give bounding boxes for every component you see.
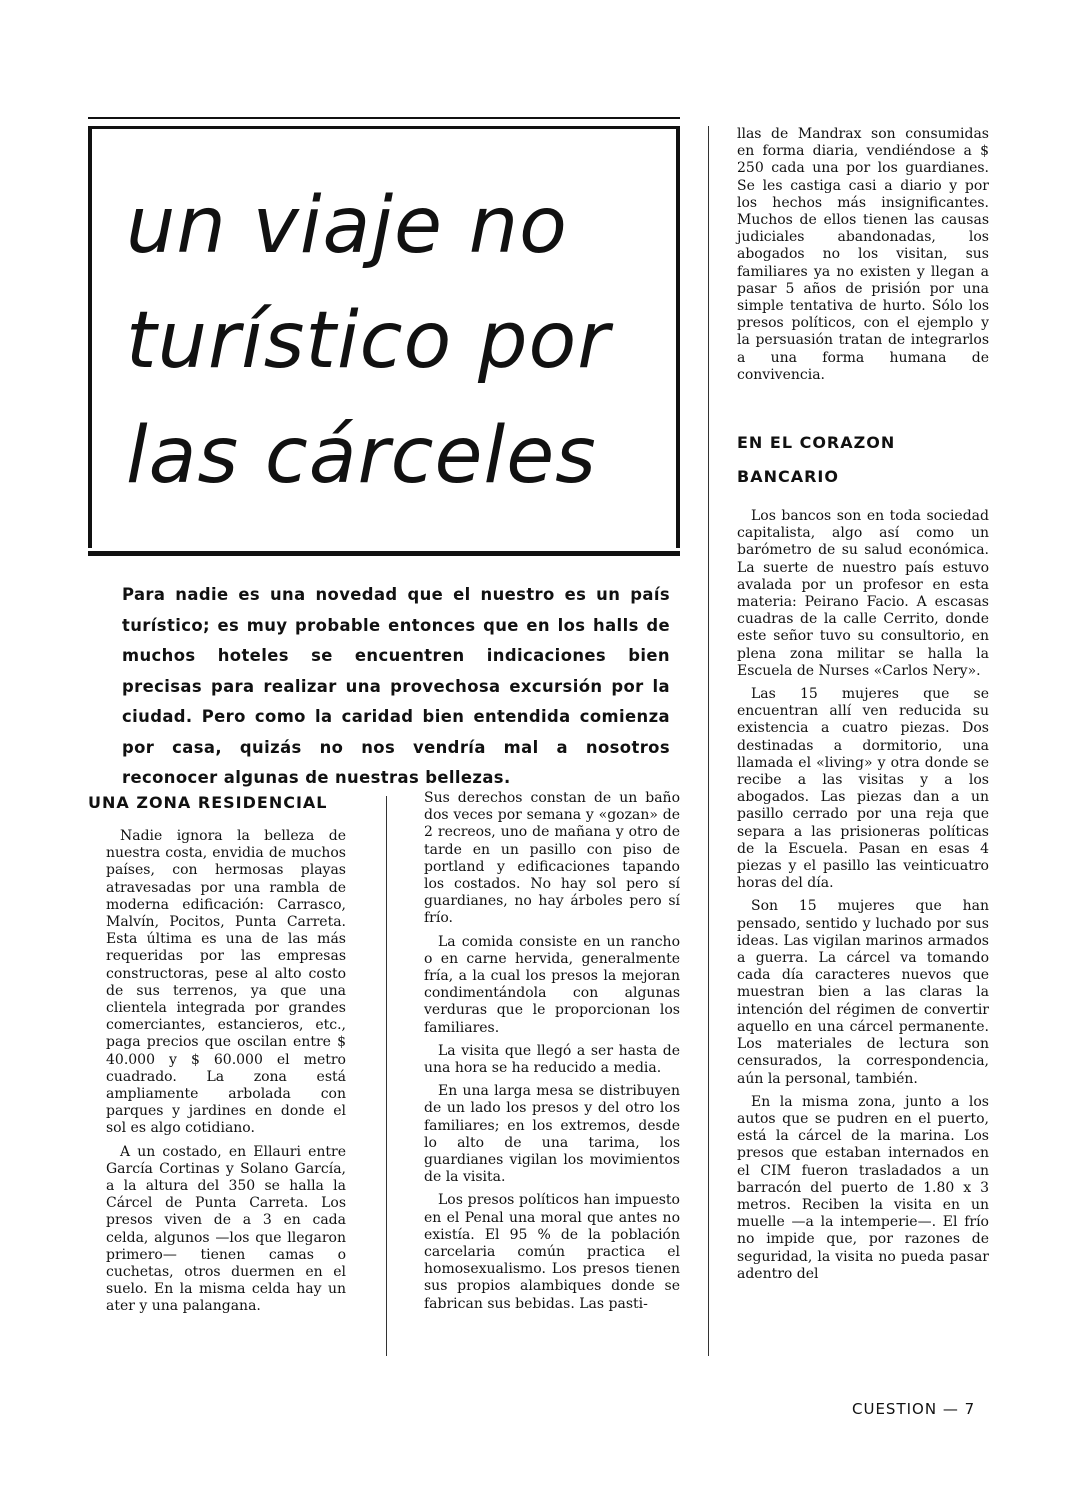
paragraph: A un costado, en Ellauri entre García Cortinas y Solano García, a la altura del 350 se halla la Cárcel de Punta Carreta. Los presos viven de a 3 en cada celda, algunos —los que llegaron primero— tienen camas o cuchetas, otros duermen en el suelo. En la misma celda hay un ater y una palangana. <box>106 1143 346 1315</box>
section-heading-line: EN EL CORAZON <box>737 433 896 452</box>
paragraph: La comida consiste en un rancho o en carne hervida, generalmente fría, a la cual los presos la mejoran condimentándola con algunas verduras que le proporcionan los familiares. <box>424 933 680 1036</box>
section-heading <box>737 426 957 494</box>
paragraph: Son 15 mujeres que han pensado, sentido y luchado por sus ideas. Las vigilan marinos armados a guerra. La cárcel va tomando cada día caracteres nuevos que muestran bien a las claras la intención del régimen de convertir aquello en una cárcel permanente. Los materiales de lectura son censurados, la correspondencia, aún la personal, también. <box>737 898 989 1087</box>
column-divider <box>386 796 387 1356</box>
section-heading: UNA ZONA RESIDENCIAL <box>88 793 328 812</box>
page-footer: CUESTION — 7 <box>852 1400 976 1418</box>
paragraph: Los presos políticos han impuesto en el Penal una moral que antes no existía. El 95 % de la población carcelaria común practica el homosexualismo. Los presos tienen sus propios alambiques donde se fabrican sus bebidas. Las pasti- <box>424 1192 680 1312</box>
divider <box>88 117 680 119</box>
headline-line: un viaje no <box>126 181 568 271</box>
headline-line: turístico por <box>126 296 611 386</box>
article-column-left <box>106 828 346 1322</box>
headline-line: las cárceles <box>126 411 597 501</box>
lede-paragraph: Para nadie es una novedad que el nuestro es un país turístico; es muy probable entonces que en los halls de muchos hoteles se encuentren indicaciones bien precisas para realizar una provechosa excursión por la ciudad. Pero como la caridad bien entendida comienza por casa, quizás no nos vendría mal a nosotros reconocer algunas de nuestras bellezas. <box>122 585 670 787</box>
article-column-right-lower <box>737 508 989 1289</box>
headline-box <box>88 126 680 548</box>
paragraph: llas de Mandrax son consumidas en forma diaria, vendiéndose a $ 250 cada una por los guardianes. Se les castiga casi a diario y por los hechos más insignificantes. Muchos de ellos tienen las causas judiciales abandonadas, los abogados no los visitan, sus familiares ya no existen y llegan a pasar 5 años de prisión por una simple tentativa de hurto. Sólo los presos políticos, con el ejemplo y la persuasión tratan de integrarlos a una forma humana de convivencia. <box>737 126 989 383</box>
paragraph: En la misma zona, junto a los autos que se pudren en el puerto, está la cárcel de la marina. Los presos que estaban internados en el CIM fueron trasladados a un barracón del puerto de 1.80 x 3 metros. Reciben la visita en un muelle —a la intemperie—. El frío no impide que, por razones de seguridad, la visita no pueda pasar adentro del <box>737 1093 989 1282</box>
paragraph: Nadie ignora la belleza de nuestra costa, envidia de muchos países, con hermosas playas atravesadas por una rambla de moderna edificación: Carrasco, Malvín, Pocitos, Punta Carreta. Esta última es una de las más requeridas por las empresas constructoras, pese al alto costo de sus terrenos, ya que una clientela integrada por grandes comerciantes, estancieros, etc., paga precios que oscilan entre $ 40.000 y $ 60.000 el metro cuadrado. La zona está ampliamente arbolada con parques y jardines en donde el sol es algo cotidiano. <box>106 828 346 1137</box>
paragraph: La visita que llegó a ser hasta de una hora se ha reducido a media. <box>424 1042 680 1077</box>
headline <box>126 169 666 514</box>
paragraph: En una larga mesa se distribuyen de un lado los presos y del otro los familiares; en los extremos, desde lo alto de una tarima, los guardianes vigilan los movimientos de la visita. <box>424 1083 680 1186</box>
paragraph: Las 15 mujeres que se encuentran allí ven reducida su existencia a cuatro piezas. Dos destinadas a dormitorio, una llamada el «living» y otra donde se recibe a las visitas y a los abogados. Las piezas dan a un pasillo cerrado por una reja que separa a las prisioneras políticas de la Escuela. Pasan en esas 4 piezas y el pasillo las veinticuatro horas del día. <box>737 686 989 892</box>
paragraph: Sus derechos constan de un baño dos veces por semana y «gozan» de 2 recreos, uno de mañana y otro de tarde en un pasillo con piso de portland y edificaciones tapando los costados. No hay sol pero sí guardianes, no hay árboles pero sí frío. <box>424 790 680 927</box>
divider <box>88 551 680 556</box>
section-heading-line: BANCARIO <box>737 467 839 486</box>
article-column-right <box>737 126 989 390</box>
article-column-middle <box>424 790 680 1319</box>
column-divider <box>708 126 709 1356</box>
paragraph: Los bancos son en toda sociedad capitalista, algo así como un barómetro de su salud económica. La suerte de nuestro país estuvo avalada por un profesor en esta materia: Peirano Facio. A escasas cuadras de la calle Cerrito, donde este señor tuvo su consultorio, en plena zona militar se halla la Escuela de Nurses «Carlos Nery». <box>737 508 989 679</box>
